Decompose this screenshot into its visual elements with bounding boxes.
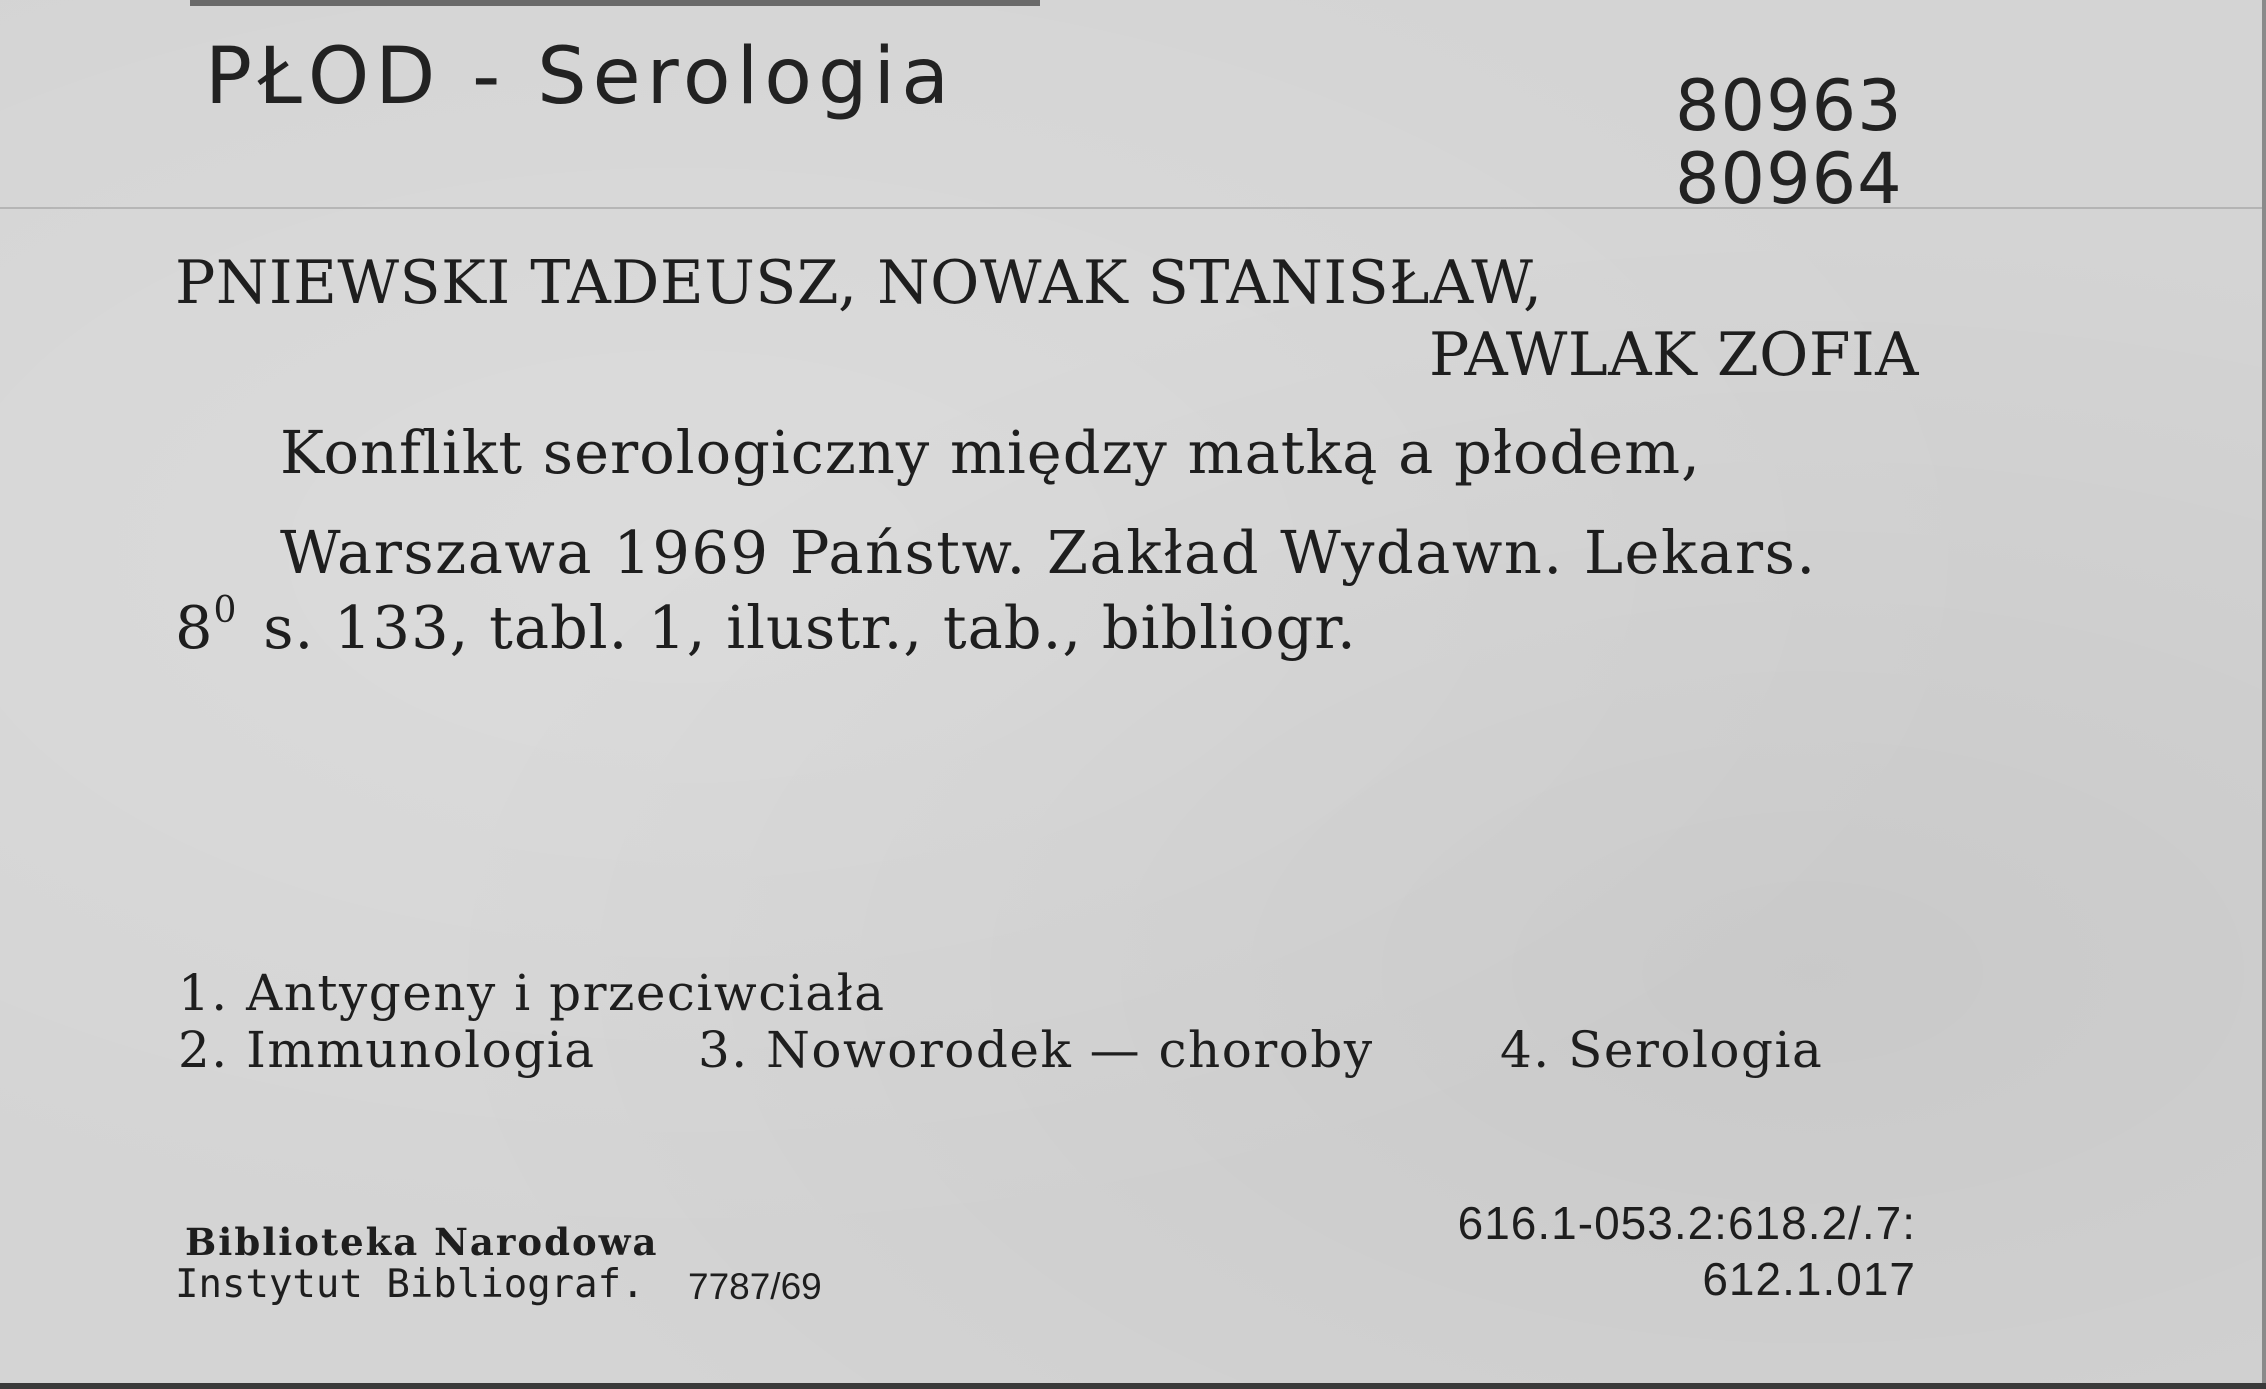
library-name: Biblioteka Narodowa (185, 1220, 659, 1264)
top-edge (190, 0, 1040, 6)
format-number: 8 (175, 593, 214, 662)
call-number-second: 80964 (1675, 138, 1903, 220)
ruled-line (0, 207, 2266, 209)
subject-entry-1: 1. Antygeny i przeciwciała (178, 964, 886, 1022)
call-number-first: 80963 (1675, 65, 1903, 147)
book-title: Konflikt serologiczny między matką a płodem, (280, 418, 1701, 487)
card-number: 7787/69 (688, 1266, 822, 1307)
udc-classification-line-2: 612.1.017 (1702, 1253, 1916, 1305)
udc-classification-line-1: 616.1-053.2:618.2/.7: (1457, 1197, 1916, 1249)
right-edge (2262, 0, 2266, 1389)
handwritten-subject-heading: PŁOD - Serologia (205, 32, 956, 122)
subject-entry-4: 4. Serologia (1500, 1021, 1824, 1079)
authors-line-1: PNIEWSKI TADEUSZ, NOWAK STANISŁAW, (175, 248, 1543, 318)
format-superscript: 0 (213, 590, 238, 631)
subject-entry-2: 2. Immunologia (178, 1021, 596, 1079)
institute-name: Instytut Bibliograf. (175, 1262, 645, 1307)
publication-info: Warszawa 1969 Państw. Zakład Wydawn. Lekars. (280, 518, 1817, 587)
physical-details: s. 133, tabl. 1, ilustr., tab., bibliogr. (263, 593, 1357, 662)
subject-entry-3: 3. Noworodek — choroby (698, 1021, 1374, 1079)
bottom-edge (0, 1383, 2266, 1389)
authors-line-2: PAWLAK ZOFIA (1428, 320, 1919, 390)
physical-description (175, 590, 1357, 662)
